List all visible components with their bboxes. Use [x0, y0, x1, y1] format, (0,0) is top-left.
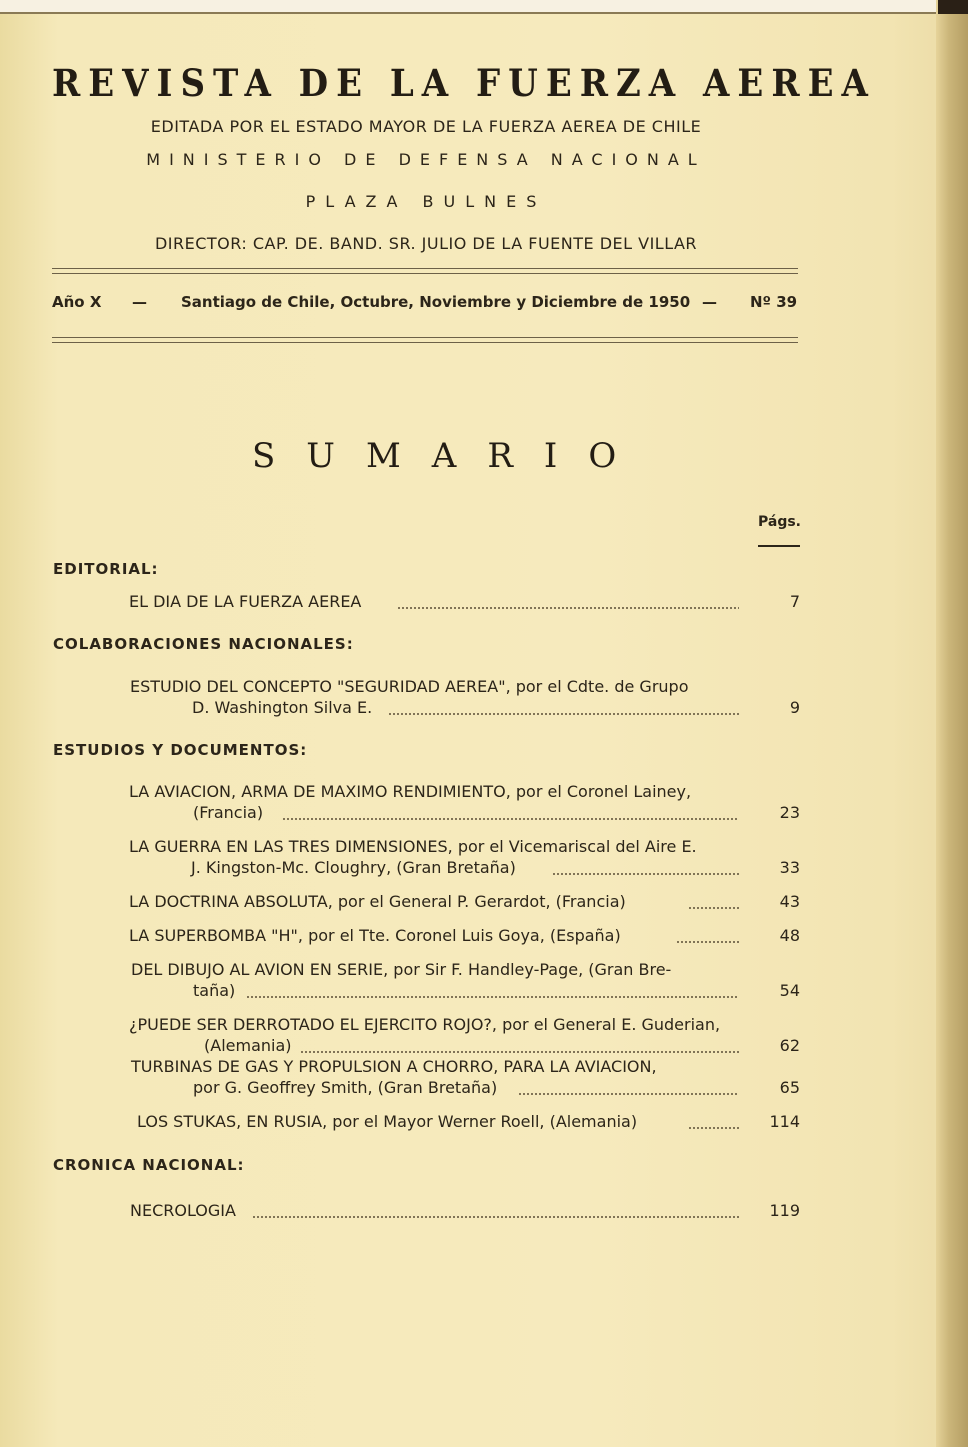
toc-entry[interactable]	[0, 1015, 800, 1059]
entry-page: 119	[769, 1201, 800, 1220]
toc-entry[interactable]	[0, 1057, 800, 1101]
entry-title: TURBINAS DE GAS Y PROPULSION A CHORRO, PARA LA AVIACION,	[131, 1057, 657, 1076]
section-heading: EDITORIAL:	[53, 560, 159, 578]
issue-line	[52, 293, 800, 313]
leader-dots	[388, 713, 739, 715]
leader-dots	[300, 1051, 739, 1053]
right-page-edge	[936, 0, 968, 1447]
pages-column-header: Págs.	[758, 514, 802, 530]
toc-entry[interactable]	[0, 892, 800, 914]
entry-page: 43	[779, 892, 800, 911]
issue-place-date: Santiago de Chile, Octubre, Noviembre y Diciembre de 1950	[181, 293, 691, 311]
entry-title: LOS STUKAS, EN RUSIA, por el Mayor Werner Roell, (Alemania)	[137, 1112, 638, 1131]
leader-dots	[246, 996, 739, 998]
entry-title: EL DIA DE LA FUERZA AEREA	[129, 592, 362, 611]
entry-title-cont: (Francia)	[193, 803, 264, 822]
leader-dots	[688, 907, 739, 909]
leader-dots	[518, 1093, 739, 1095]
leader-dots	[397, 607, 739, 609]
entry-title-cont: (Alemania)	[204, 1036, 292, 1055]
entry-page: 62	[779, 1036, 800, 1055]
entry-page: 23	[779, 803, 800, 822]
entry-page: 54	[779, 981, 800, 1000]
entry-title: LA AVIACION, ARMA DE MAXIMO RENDIMIENTO, por el Coronel Lainey,	[129, 782, 692, 801]
leader-dots	[252, 1216, 739, 1218]
entry-page: 33	[779, 858, 800, 877]
leader-dots	[688, 1127, 739, 1129]
entry-title: DEL DIBUJO AL AVION EN SERIE, por Sir F. Handley-Page, (Gran Bre-	[131, 960, 672, 979]
entry-title: ESTUDIO DEL CONCEPTO "SEGURIDAD AEREA", por el Cdte. de Grupo	[130, 677, 689, 696]
leader-dots	[282, 818, 739, 820]
director-line: DIRECTOR: CAP. DE. BAND. SR. JULIO DE LA FUENTE DEL VILLAR	[154, 234, 698, 253]
entry-title-cont: J. Kingston-Mc. Cloughry, (Gran Bretaña)	[191, 858, 516, 877]
entry-title: LA GUERRA EN LAS TRES DIMENSIONES, por el Vicemariscal del Aire E.	[129, 837, 697, 856]
toc-entry[interactable]	[0, 837, 800, 881]
entry-title: ¿PUEDE SER DERROTADO EL EJERCITO ROJO?, por el General E. Guderian,	[129, 1015, 721, 1034]
toc-entry[interactable]	[0, 782, 800, 826]
entry-page: 65	[779, 1078, 800, 1097]
header-rule-top-2	[52, 273, 798, 274]
issue-number: Nº 39	[750, 293, 798, 311]
entry-page: 48	[779, 926, 800, 945]
header-rule-bottom-2	[52, 342, 798, 343]
address-line: PLAZA BULNES	[305, 192, 547, 211]
leader-dots	[676, 941, 739, 943]
header-rule-bottom-1	[52, 337, 798, 338]
issue-dash: —	[132, 293, 147, 311]
toc-entry[interactable]	[0, 1112, 800, 1134]
entry-title: NECROLOGIA	[130, 1201, 236, 1220]
corner-shadow	[938, 0, 968, 14]
issue-year: Año X	[52, 293, 102, 311]
top-margin	[0, 0, 968, 12]
entry-page: 7	[789, 592, 800, 611]
entry-title-cont: D. Washington Silva E.	[192, 698, 373, 717]
pages-header-underline	[758, 545, 800, 547]
entry-title-cont: taña)	[193, 981, 236, 1000]
toc-entry[interactable]	[0, 926, 800, 948]
top-edge-line	[0, 12, 938, 14]
toc-entry[interactable]	[0, 1201, 800, 1223]
entry-page: 114	[769, 1112, 800, 1131]
contents-title: SUMARIO	[252, 436, 648, 476]
header-rule-top-1	[52, 268, 798, 269]
masthead-title: REVISTA DE LA FUERZA AEREA	[52, 62, 876, 106]
toc-entry[interactable]	[0, 592, 800, 614]
entry-title: LA DOCTRINA ABSOLUTA, por el General P. Gerardot, (Francia)	[129, 892, 626, 911]
toc-entry[interactable]	[0, 677, 800, 721]
toc-entry[interactable]	[0, 960, 800, 1004]
ministry-line: MINISTERIO DE DEFENSA NACIONAL	[146, 150, 706, 169]
entry-page: 9	[789, 698, 800, 717]
entry-title-cont: por G. Geoffrey Smith, (Gran Bretaña)	[193, 1078, 498, 1097]
leader-dots	[552, 873, 739, 875]
entry-title: LA SUPERBOMBA "H", por el Tte. Coronel Luis Goya, (España)	[129, 926, 621, 945]
issue-dash: —	[702, 293, 717, 311]
section-heading: ESTUDIOS Y DOCUMENTOS:	[53, 741, 308, 759]
section-heading: COLABORACIONES NACIONALES:	[53, 635, 354, 653]
section-heading: CRONICA NACIONAL:	[53, 1156, 245, 1174]
editor-line: EDITADA POR EL ESTADO MAYOR DE LA FUERZA AEREA DE CHILE	[150, 117, 702, 136]
